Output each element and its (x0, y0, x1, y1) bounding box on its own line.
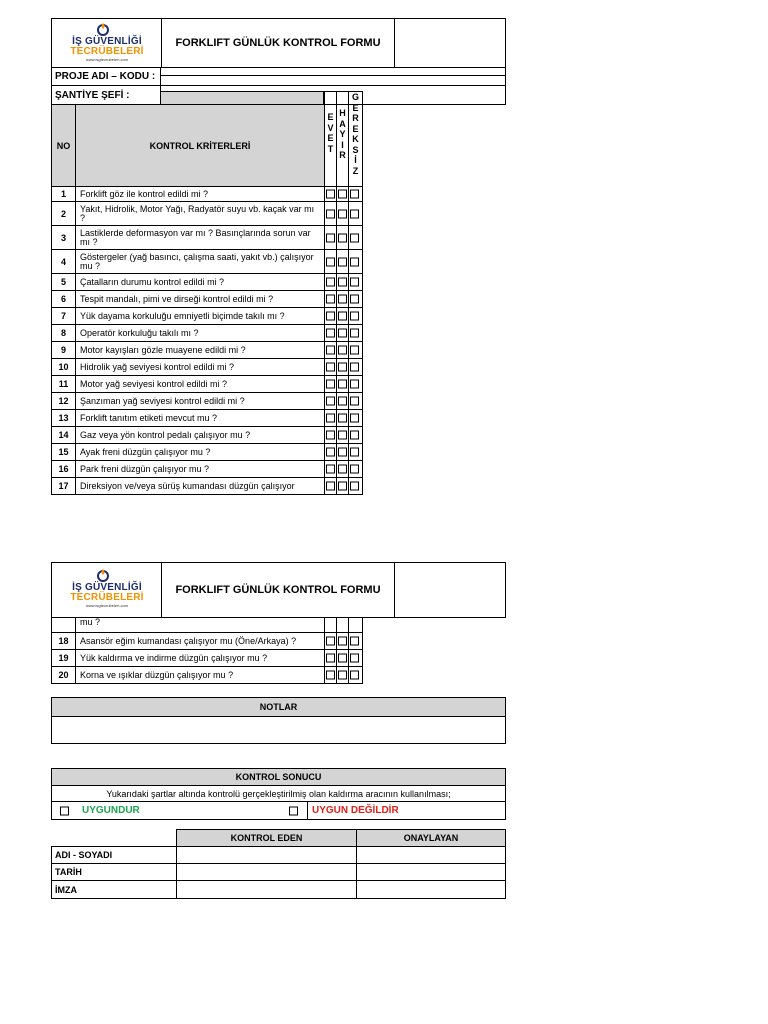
row-criterion-text: Motor yağ seviyesi kontrol edildi mi ? (75, 375, 325, 393)
row-no-checkbox[interactable] (338, 209, 347, 218)
row-na-checkbox[interactable] (350, 431, 359, 440)
table-row (51, 443, 364, 461)
row-na-cell (348, 392, 363, 410)
table-row (51, 632, 364, 650)
header-criteria: KONTROL KRİTERLERİ (75, 104, 325, 187)
row-number: 14 (51, 426, 76, 444)
header-yes-text: E V E T (327, 112, 334, 154)
row-number: 13 (51, 409, 76, 427)
row-na-checkbox[interactable] (350, 380, 359, 389)
header-na (348, 91, 363, 187)
result-statement: Yukarıdaki şartlar altında kontrolü gerçekleştirilmiş olan kaldırma aracının kullanılması; (51, 785, 506, 802)
row-number: 8 (51, 324, 76, 342)
row-yes-checkbox[interactable] (326, 431, 335, 440)
table-row (51, 477, 364, 495)
row-criterion-text: Operatör korkuluğu takılı mı ? (75, 324, 325, 342)
row-number: 10 (51, 358, 76, 376)
signature-sign-controller-field[interactable] (176, 880, 357, 899)
row-criterion-text: Tespit mandalı, pimi ve dirseği kontrol edildi mi ? (75, 290, 325, 308)
row-na-cell (348, 201, 363, 226)
header-box-page2 (51, 562, 506, 618)
row-no-checkbox[interactable] (338, 295, 347, 304)
row-na-checkbox[interactable] (350, 363, 359, 372)
result-divider (307, 802, 308, 819)
row-no-checkbox[interactable] (338, 465, 347, 474)
row-na-cell (348, 649, 363, 667)
row-na-cell (348, 443, 363, 461)
row-number: 20 (51, 666, 76, 684)
row-na-checkbox[interactable] (350, 329, 359, 338)
row-na-checkbox[interactable] (350, 654, 359, 663)
logo-line3: www.isgtecrubeleri.com (85, 603, 128, 608)
row-yes-checkbox[interactable] (326, 482, 335, 491)
row-na-cell (348, 358, 363, 376)
table-row (51, 307, 364, 325)
signature-date-approver-field[interactable] (356, 863, 506, 881)
logo-line1: İŞ GÜVENLİĞİ (72, 36, 142, 47)
row-na-cell (348, 324, 363, 342)
table-row (51, 249, 364, 274)
table-row (51, 392, 364, 410)
row-na-checkbox[interactable] (350, 448, 359, 457)
table-header-grey (160, 91, 324, 105)
row-na-cell (348, 666, 363, 684)
row-criterion-text: Gaz veya yön kontrol pedalı çalışıyor mu ? (75, 426, 325, 444)
row-number: 3 (51, 225, 76, 250)
row-criterion-text: Yük kaldırma ve indirme düzgün çalışıyor mu ? (75, 649, 325, 667)
uygundur-checkbox[interactable] (60, 806, 69, 815)
row-na-cell (348, 426, 363, 444)
row-na-checkbox[interactable] (350, 671, 359, 680)
form-title: FORKLIFT GÜNLÜK KONTROL FORMU (162, 19, 395, 67)
table-row (51, 225, 364, 250)
row-na-checkbox[interactable] (350, 465, 359, 474)
logo-line2: TECRÜBELERİ (70, 592, 144, 603)
site-chief-label: ŞANTİYE ŞEFİ : (51, 85, 161, 105)
row-na-cell (348, 225, 363, 250)
result-options-row (51, 801, 506, 820)
row-na-checkbox[interactable] (350, 312, 359, 321)
row-na-cell (348, 307, 363, 325)
continuation-no-cell (51, 617, 76, 633)
row-criterion-text: Şanzıman yağ seviyesi kontrol edildi mi ? (75, 392, 325, 410)
row-no-checkbox[interactable] (338, 278, 347, 287)
row-no-checkbox[interactable] (338, 448, 347, 457)
row-yes-checkbox[interactable] (326, 671, 335, 680)
row-yes-checkbox[interactable] (326, 414, 335, 423)
row-na-cell (348, 375, 363, 393)
table-row (51, 273, 364, 291)
header-no-answer-text: H A Y I R (339, 108, 346, 160)
row-yes-checkbox[interactable] (326, 233, 335, 242)
row-no-checkbox[interactable] (338, 637, 347, 646)
row-no-checkbox[interactable] (338, 257, 347, 266)
logo-line3: www.isgtecrubeleri.com (85, 57, 128, 62)
row-yes-checkbox[interactable] (326, 465, 335, 474)
logo (52, 19, 162, 67)
row-no-checkbox[interactable] (338, 380, 347, 389)
signature-date-controller-field[interactable] (176, 863, 357, 881)
form-title-page2: FORKLIFT GÜNLÜK KONTROL FORMU (162, 563, 395, 617)
signature-col1-header: KONTROL EDEN (176, 829, 357, 847)
logo-page2 (52, 563, 162, 617)
signature-col2-header: ONAYLAYAN (356, 829, 506, 847)
table-row (51, 649, 364, 667)
row-criterion-text: Korna ve ışıklar düzgün çalışıyor mu ? (75, 666, 325, 684)
row-number: 4 (51, 249, 76, 274)
header-no: NO (51, 104, 76, 187)
uygun-degildir-checkbox[interactable] (289, 806, 298, 815)
signature-row-sign-label: İMZA (51, 880, 177, 899)
table-row (51, 375, 364, 393)
row-na-checkbox[interactable] (350, 209, 359, 218)
logo-line1: İŞ GÜVENLİĞİ (72, 582, 142, 593)
row-na-checkbox[interactable] (350, 346, 359, 355)
row-na-cell (348, 273, 363, 291)
row-criterion-text: Çatalların durumu kontrol edildi mi ? (75, 273, 325, 291)
row-na-cell (348, 460, 363, 478)
table-row (51, 426, 364, 444)
table-row (51, 666, 364, 684)
notes-title: NOTLAR (51, 697, 506, 717)
row-criterion-text: Park freni düzgün çalışıyor mu ? (75, 460, 325, 478)
row-yes-checkbox[interactable] (326, 295, 335, 304)
row-na-cell (348, 249, 363, 274)
signature-row-name-label: ADI - SOYADI (51, 846, 177, 864)
row-number: 12 (51, 392, 76, 410)
row-yes-checkbox[interactable] (326, 312, 335, 321)
row-criterion-text: Lastiklerde deformasyon var mı ? Basınçlarında sorun var mı ? (75, 225, 325, 250)
row-number: 17 (51, 477, 76, 495)
continuation-na-cell (348, 617, 363, 633)
row-na-checkbox[interactable] (350, 295, 359, 304)
row-number: 15 (51, 443, 76, 461)
row-na-cell (348, 186, 363, 202)
notes-field[interactable] (51, 716, 506, 744)
uygun-degildir-label: UYGUN DEĞİLDİR (312, 805, 399, 816)
row-no-checkbox[interactable] (338, 431, 347, 440)
table-row (51, 460, 364, 478)
row-number: 9 (51, 341, 76, 359)
row-yes-checkbox[interactable] (326, 397, 335, 406)
row-na-checkbox[interactable] (350, 397, 359, 406)
row-na-cell (348, 341, 363, 359)
row-number: 11 (51, 375, 76, 393)
row-yes-checkbox[interactable] (326, 329, 335, 338)
table-row (51, 201, 364, 226)
continuation-row (51, 617, 364, 633)
row-yes-checkbox[interactable] (326, 346, 335, 355)
row-no-checkbox[interactable] (338, 671, 347, 680)
row-no-checkbox[interactable] (338, 346, 347, 355)
row-no-checkbox[interactable] (338, 397, 347, 406)
row-yes-checkbox[interactable] (326, 257, 335, 266)
row-number: 5 (51, 273, 76, 291)
header-box-page1 (51, 18, 506, 68)
row-criterion-text: Göstergeler (yağ basıncı, çalışma saati, yakıt vb.) çalışıyor mu ? (75, 249, 325, 274)
table-row (51, 290, 364, 308)
row-criterion-text: Forklift göz ile kontrol edildi mi ? (75, 186, 325, 202)
row-criterion-text: Motor kayışları gözle muayene edildi mi ? (75, 341, 325, 359)
row-no-checkbox[interactable] (338, 363, 347, 372)
table-row (51, 358, 364, 376)
row-no-checkbox[interactable] (338, 414, 347, 423)
row-na-checkbox[interactable] (350, 257, 359, 266)
row-yes-checkbox[interactable] (326, 363, 335, 372)
logo-mark-icon (96, 568, 110, 582)
row-number: 1 (51, 186, 76, 202)
row-na-cell (348, 409, 363, 427)
row-yes-checkbox[interactable] (326, 190, 335, 199)
uygundur-label: UYGUNDUR (82, 805, 140, 816)
signature-name-approver-field[interactable] (356, 846, 506, 864)
row-yes-checkbox[interactable] (326, 209, 335, 218)
row-yes-checkbox[interactable] (326, 448, 335, 457)
row-number: 19 (51, 649, 76, 667)
row-na-cell (348, 632, 363, 650)
project-label: PROJE ADI – KODU : (51, 67, 161, 86)
signature-sign-approver-field[interactable] (356, 880, 506, 899)
result-title: KONTROL SONUCU (51, 768, 506, 786)
row-na-checkbox[interactable] (350, 190, 359, 199)
row-number: 16 (51, 460, 76, 478)
row-no-checkbox[interactable] (338, 312, 347, 321)
logo-line2: TECRÜBELERİ (70, 46, 144, 57)
row-yes-checkbox[interactable] (326, 278, 335, 287)
row-number: 2 (51, 201, 76, 226)
row-yes-checkbox[interactable] (326, 654, 335, 663)
row-na-cell (348, 477, 363, 495)
row-no-checkbox[interactable] (338, 233, 347, 242)
row-na-checkbox[interactable] (350, 278, 359, 287)
row-number: 6 (51, 290, 76, 308)
logo-mark-icon (96, 22, 110, 36)
row-no-checkbox[interactable] (338, 329, 347, 338)
row-na-cell (348, 290, 363, 308)
signature-row-date-label: TARİH (51, 863, 177, 881)
row-criterion-text: Ayak freni düzgün çalışıyor mu ? (75, 443, 325, 461)
row-yes-checkbox[interactable] (326, 380, 335, 389)
signature-name-controller-field[interactable] (176, 846, 357, 864)
table-row (51, 186, 364, 202)
row-criterion-text: Yük dayama korkuluğu emniyetli biçimde takılı mı ? (75, 307, 325, 325)
row-na-checkbox[interactable] (350, 637, 359, 646)
row-criterion-text: Asansör eğim kumandası çalışıyor mu (Öne/Arkaya) ? (75, 632, 325, 650)
row-number: 7 (51, 307, 76, 325)
row-na-checkbox[interactable] (350, 482, 359, 491)
row-na-checkbox[interactable] (350, 414, 359, 423)
table-row (51, 324, 364, 342)
row-na-checkbox[interactable] (350, 233, 359, 242)
row-criterion-text: Direksiyon ve/veya sürüş kumandası düzgün çalışıyor (75, 477, 325, 495)
row-yes-checkbox[interactable] (326, 637, 335, 646)
row-criterion-text: Forklift tanıtım etiketi mevcut mu ? (75, 409, 325, 427)
row-number: 18 (51, 632, 76, 650)
continuation-text: mu ? (75, 617, 325, 633)
table-row (51, 341, 364, 359)
row-no-checkbox[interactable] (338, 190, 347, 199)
row-criterion-text: Hidrolik yağ seviyesi kontrol edildi mi ? (75, 358, 325, 376)
row-no-checkbox[interactable] (338, 654, 347, 663)
row-no-checkbox[interactable] (338, 482, 347, 491)
row-criterion-text: Yakıt, Hidrolik, Motor Yağı, Radyatör suyu vb. kaçak var mı ? (75, 201, 325, 226)
header-na-text: G E R E K S İ Z (351, 92, 359, 176)
table-row (51, 409, 364, 427)
